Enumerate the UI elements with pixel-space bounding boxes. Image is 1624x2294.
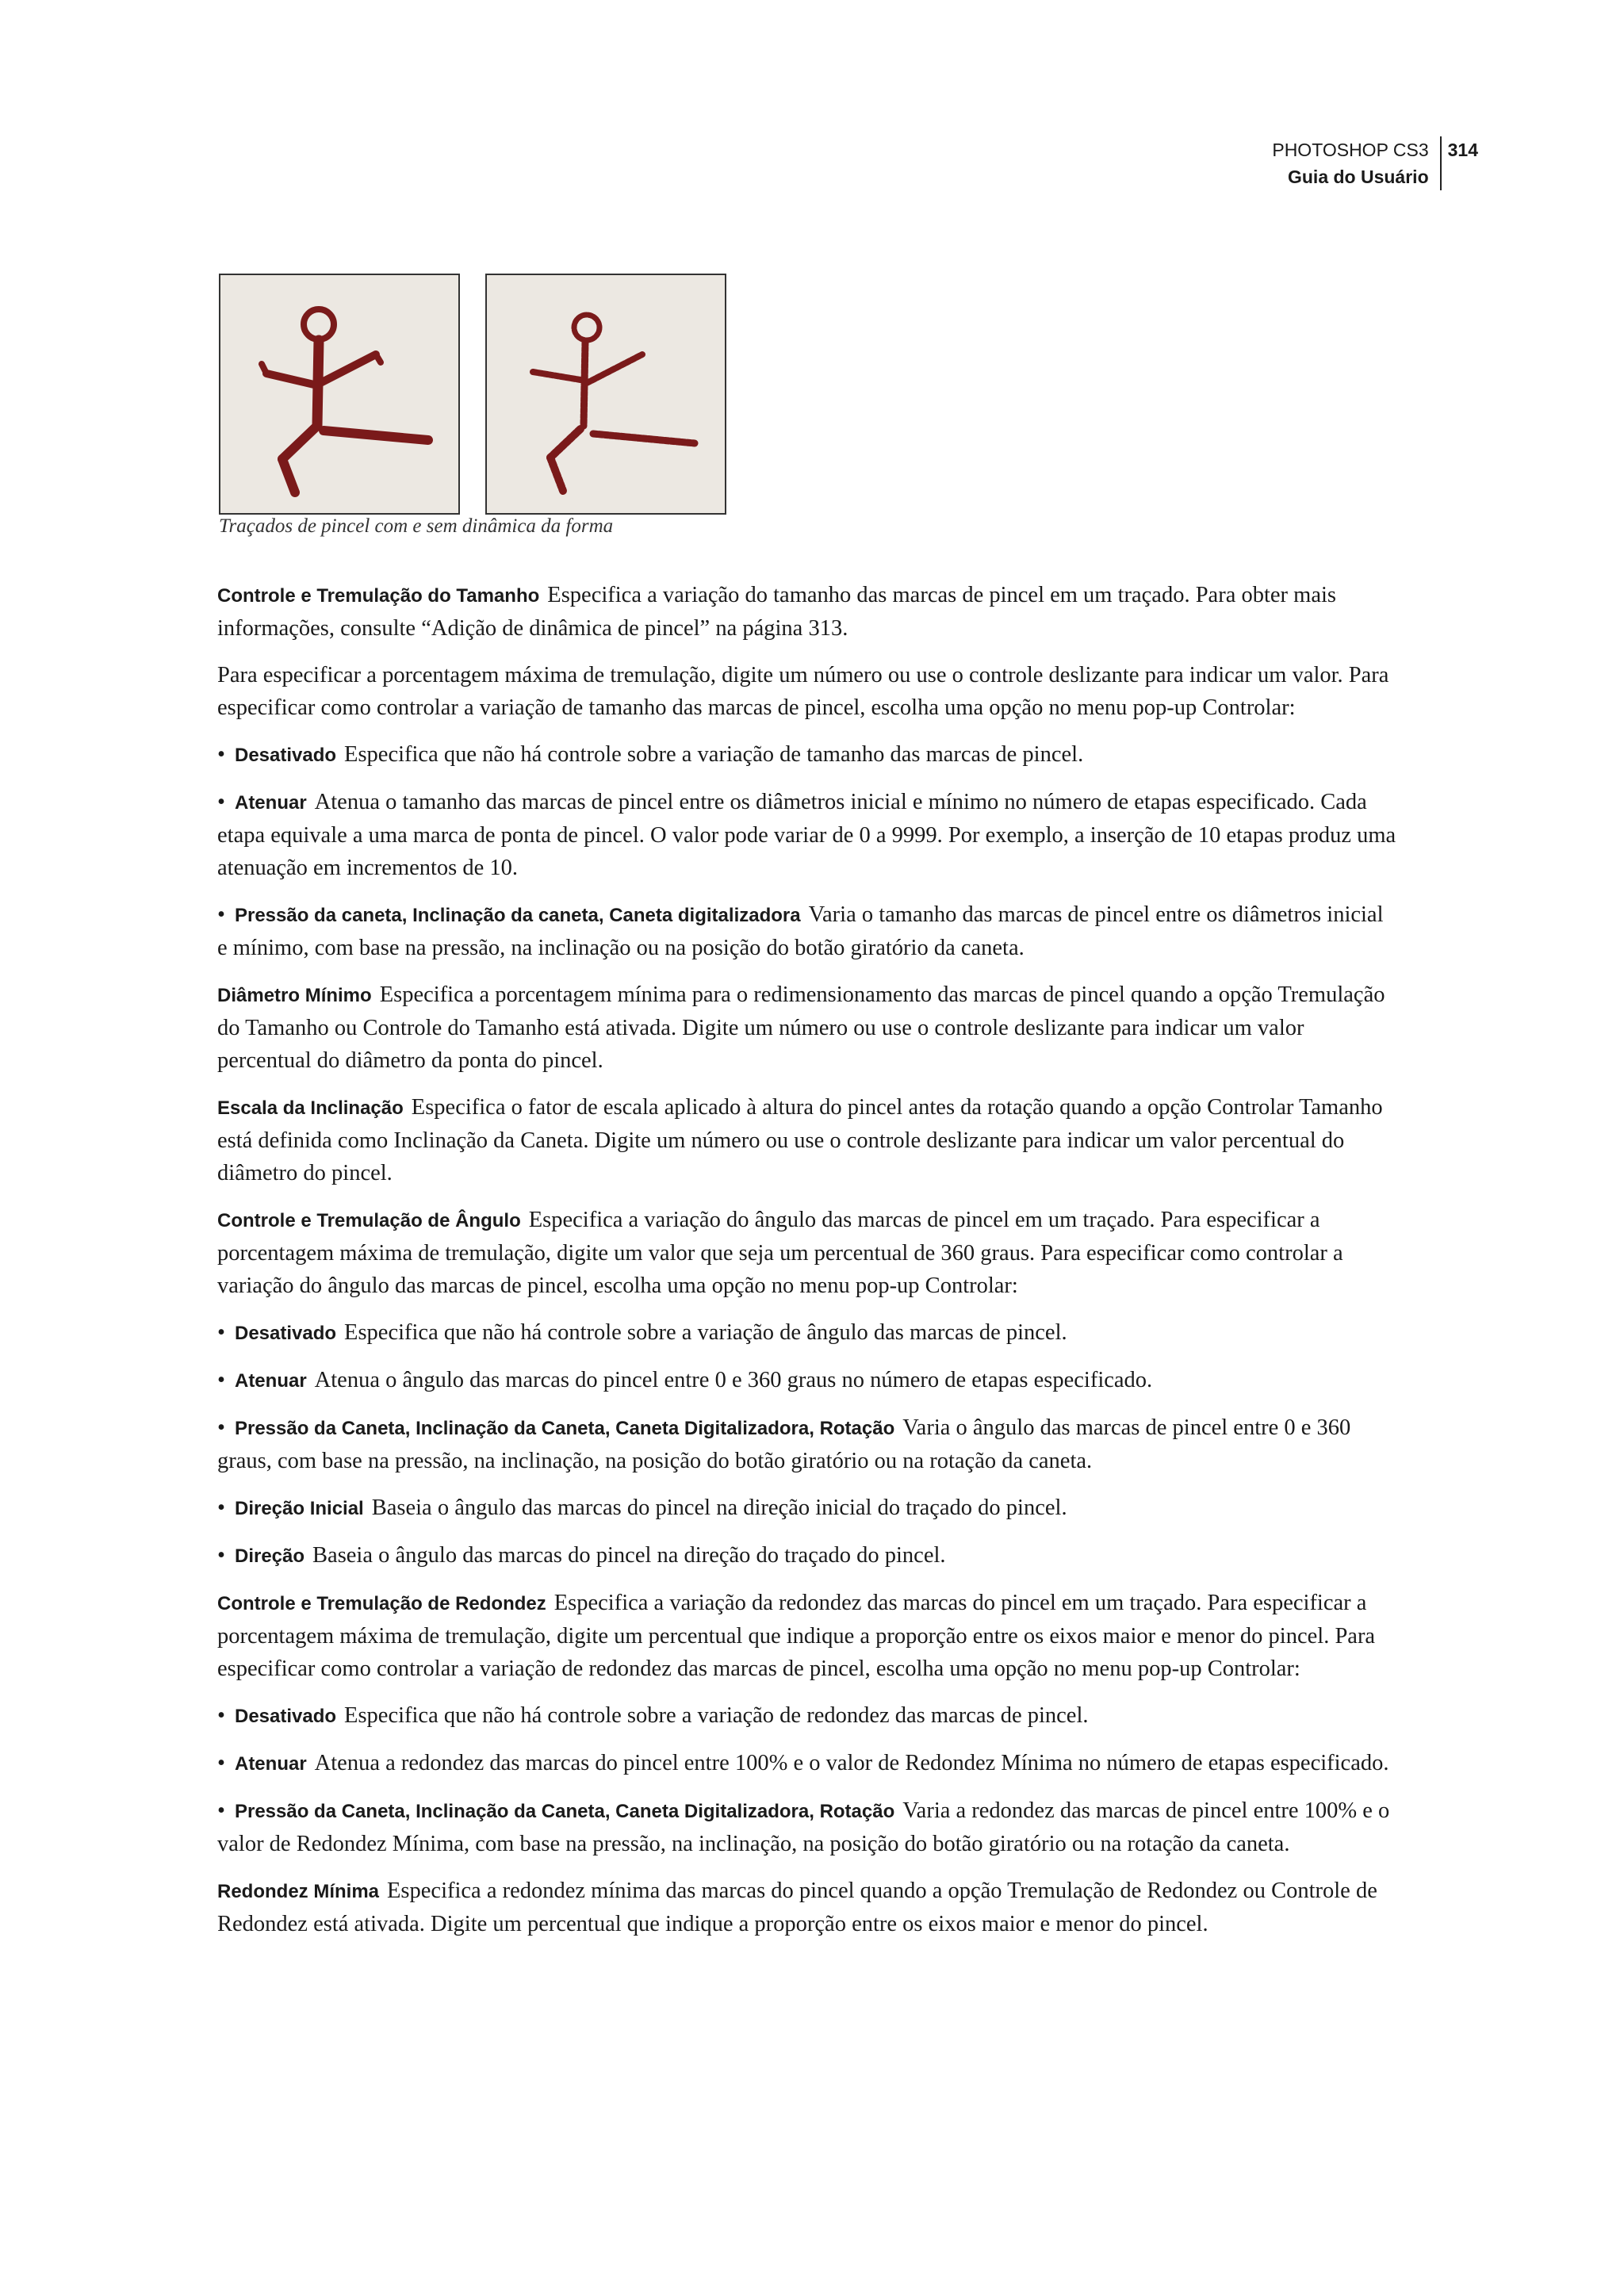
paragraph-roundness-control [217, 1587, 1399, 1685]
bullet-item [217, 786, 1399, 884]
paragraph-size-control [217, 579, 1399, 645]
paragraph-text: Especifica a porcentagem mínima para o redimensionamento das marcas de pincel quando a opção Tremulação do Tamanho ou Controle do Tamanho está ativada. Digite um número ou use o controle deslizante para indicar um valor percentual do diâmetro da ponta do pincel. [217, 982, 1385, 1073]
paragraph-text: Atenua o ângulo das marcas do pincel entre 0 e 360 graus no número de etapas especificado. [314, 1368, 1153, 1392]
term-label: Controle e Tremulação do Tamanho [217, 585, 540, 607]
bullet-item [217, 1794, 1399, 1860]
term-label: Desativado [234, 745, 337, 766]
term-label: Atenuar [234, 1370, 307, 1392]
term-label: Pressão da caneta, Inclinação da caneta, Caneta digitalizadora [234, 905, 801, 926]
term-label: Direção [234, 1545, 305, 1567]
stick-figure-smooth-image [219, 274, 460, 515]
term-label: Diâmetro Mínimo [217, 985, 372, 1006]
paragraph-text: Baseia o ângulo das marcas do pincel na direção inicial do traçado do pincel. [371, 1496, 1067, 1520]
paragraph-angle-control [217, 1204, 1399, 1302]
paragraph-text: Especifica o fator de escala aplicado à altura do pincel antes da rotação quando a opção Controlar Tamanho está definida como Inclinação da Caneta. Digite um número ou use o controle deslizante para indicar um valor percentual do diâmetro do pincel. [217, 1095, 1383, 1185]
term-label: Pressão da Caneta, Inclinação da Caneta, Caneta Digitalizadora, Rotação [234, 1418, 895, 1439]
paragraph-text: Especifica a variação do ângulo das marcas de pincel em um traçado. Para especificar a porcentagem máxima de tremulação, digite um valor que seja um percentual de 360 graus. Para especificar como controlar a variação do ângulo das marcas de pincel, escolha uma opção no menu pop-up Controlar: [217, 1208, 1343, 1298]
bullet-item [217, 898, 1399, 964]
paragraph-text: Especifica a variação da redondez das marcas do pincel em um traçado. Para especificar a porcentagem máxima de tremulação, digite um percentual que indique a proporção entre os eixos maior e menor do pincel. Para especificar como controlar a variação de redondez das marcas de pincel, escolha uma opção no menu pop-up Controlar: [217, 1591, 1376, 1681]
paragraph-text: Atenua a redondez das marcas do pincel entre 100% e o valor de Redondez Mínima no número de etapas especificado. [314, 1751, 1389, 1775]
paragraph-text: Varia a redondez das marcas de pincel entre 100% e o valor de Redondez Mínima, com base na pressão, na inclinação, na posição do botão giratório ou na rotação da caneta. [217, 1798, 1390, 1856]
term-label: Controle e Tremulação de Ângulo [217, 1210, 521, 1231]
page-number: 314 [1447, 140, 1478, 160]
paragraph-text: Especifica que não há controle sobre a variação de ângulo das marcas de pincel. [344, 1320, 1067, 1345]
term-label: Redondez Mínima [217, 1881, 380, 1902]
bullet-icon: • [217, 1751, 225, 1775]
bullet-icon: • [217, 1798, 225, 1823]
stick-figure-textured-image [485, 274, 726, 515]
paragraph-size-intro [217, 659, 1399, 724]
body-text [217, 579, 1399, 1955]
page-header [1272, 136, 1478, 190]
term-label: Direção Inicial [234, 1498, 364, 1519]
bullet-item [217, 1364, 1399, 1397]
paragraph-tilt-scale [217, 1091, 1399, 1189]
bullet-icon: • [217, 1415, 225, 1440]
paragraph-min-diameter [217, 978, 1399, 1077]
guide-title: Guia do Usuário [1287, 167, 1429, 187]
term-label: Controle e Tremulação de Redondez [217, 1593, 546, 1614]
bullet-icon: • [217, 1543, 225, 1568]
figure-caption: Traçados de pincel com e sem dinâmica da forma [219, 515, 614, 537]
paragraph-text: Especifica que não há controle sobre a variação de tamanho das marcas de pincel. [344, 742, 1084, 767]
bullet-item [217, 738, 1399, 772]
paragraph-min-roundness [217, 1875, 1399, 1940]
paragraph-text: Especifica a redondez mínima das marcas do pincel quando a opção Tremulação de Redondez ou Controle de Redondez está ativada. Digite um percentual que indique a proporção entre os eixos maior e menor do pincel. [217, 1878, 1377, 1936]
term-label: Desativado [234, 1706, 337, 1727]
term-label: Atenuar [234, 792, 307, 814]
paragraph-text: Varia o ângulo das marcas de pincel entre 0 e 360 graus, com base na pressão, na inclinação, na posição do botão giratório ou na rotação da caneta. [217, 1415, 1351, 1473]
paragraph-text: Para especificar a porcentagem máxima de tremulação, digite um número ou use o controle deslizante para indicar um valor. Para especificar como controlar a variação de tamanho das marcas de pincel, escolha uma opção no menu pop-up Controlar: [217, 663, 1389, 720]
bullet-item [217, 1411, 1399, 1477]
bullet-item [217, 1539, 1399, 1572]
paragraph-text: Especifica que não há controle sobre a variação de redondez das marcas de pincel. [344, 1703, 1089, 1728]
bullet-icon: • [217, 742, 225, 767]
bullet-icon: • [217, 1368, 225, 1392]
paragraph-text: Varia o tamanho das marcas de pincel entre os diâmetros inicial e mínimo, com base na pressão, na inclinação ou na posição do botão giratório da caneta. [217, 902, 1384, 960]
term-label: Atenuar [234, 1753, 307, 1775]
bullet-icon: • [217, 1496, 225, 1520]
term-label: Pressão da Caneta, Inclinação da Caneta, Caneta Digitalizadora, Rotação [234, 1801, 895, 1822]
bullet-item [217, 1699, 1399, 1733]
term-label: Desativado [234, 1323, 337, 1344]
product-name: PHOTOSHOP CS3 [1272, 140, 1429, 160]
bullet-item [217, 1747, 1399, 1780]
bullet-icon: • [217, 902, 225, 927]
bullet-item [217, 1316, 1399, 1350]
term-label: Escala da Inclinação [217, 1097, 404, 1119]
paragraph-text: Especifica a variação do tamanho das marcas de pincel em um traçado. Para obter mais informações, consulte “Adição de dinâmica de pincel” na página 313. [217, 583, 1336, 641]
bullet-icon: • [217, 1703, 225, 1728]
paragraph-text: Baseia o ângulo das marcas do pincel na direção do traçado do pincel. [312, 1543, 946, 1568]
bullet-item [217, 1492, 1399, 1525]
header-titles [1272, 136, 1441, 190]
bullet-icon: • [217, 790, 225, 814]
paragraph-text: Atenua o tamanho das marcas de pincel entre os diâmetros inicial e mínimo no número de etapas especificado. Cada etapa equivale a uma marca de ponta de pincel. O valor pode variar de 0 a 9999. Por exemplo, a inserção de 10 etapas produz uma atenuação em incrementos de 10. [217, 790, 1396, 880]
bullet-icon: • [217, 1320, 225, 1345]
